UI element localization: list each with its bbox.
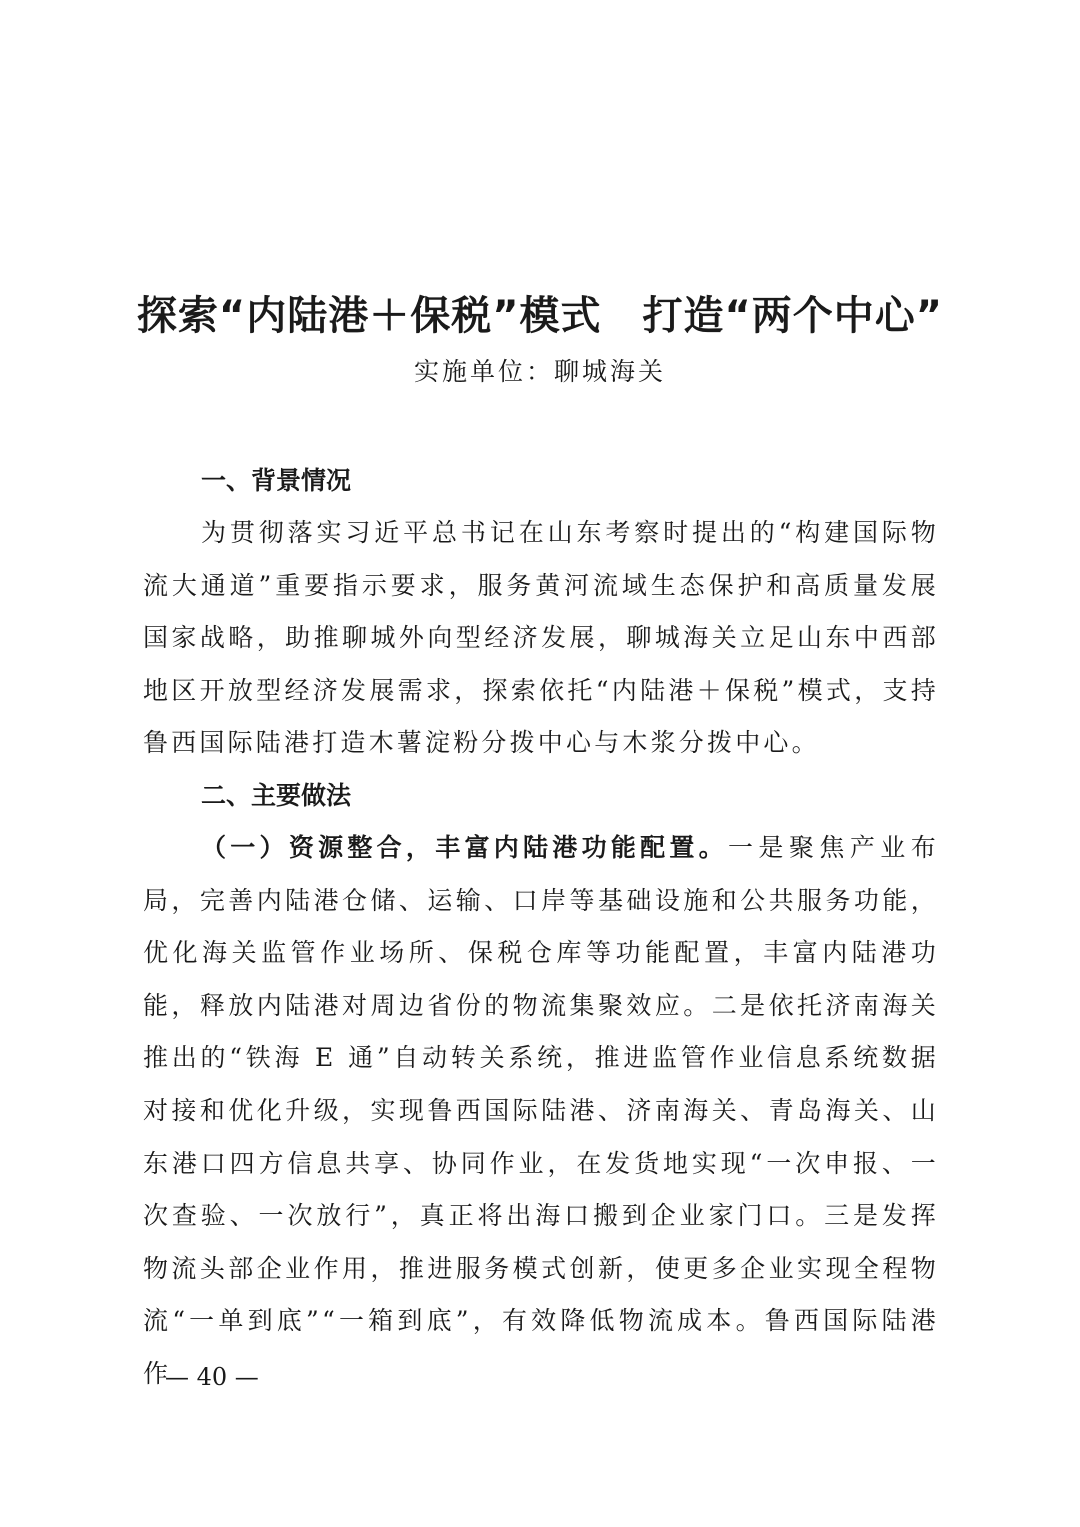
section-heading-background: 一、背景情况 [201, 466, 352, 495]
document-title: 探索“内陆港＋保税”模式 打造“两个中心” [136, 293, 944, 339]
paragraph-main-practices-text: 一是聚焦产业布局，完善内陆港仓储、运输、口岸等基础设施和公共服务功能，优化海关监管作业场所、保税仓库等功能配置，丰富内陆港功能，释放内陆港对周边省份的物流集聚效应。二是依托济南海关推出的“铁海 E 通”自动转关系统，推进监管作业信息系统数据对接和优化升级，实现鲁西国际陆港、济南海关、青岛海关、山东港口四方信息共享、协同作业，在发货地实现“一次申报、一次查验、一次放行”，真正将出海口搬到企业家门口。三是发挥物流头部企业作用，推进服务模式创新，使更多企业实现全程物流“一单到底”“一箱到底”，有效降低物流成本。鲁西国际陆港作 [143, 832, 939, 1388]
subsection-lead: （一）资源整合，丰富内陆港功能配置。 [201, 832, 728, 862]
paragraph-background: 为贯彻落实习近平总书记在山东考察时提出的“构建国际物流大通道”重要指示要求，服务黄河流域生态保护和高质量发展国家战略，助推聊城外向型经济发展，聊城海关立足山东中西部地区开放型经济发展需求，探索依托“内陆港＋保税”模式，支持鲁西国际陆港打造木薯淀粉分拨中心与木浆分拨中心。 [143, 518, 939, 758]
section-heading-main-practices: 二、主要做法 [201, 780, 352, 810]
paragraph-main-practices [143, 822, 939, 1401]
page-number: — 40 — [165, 1363, 259, 1391]
document-body [143, 455, 939, 1401]
implementer-line: 实施单位：聊城海关 [413, 357, 666, 386]
